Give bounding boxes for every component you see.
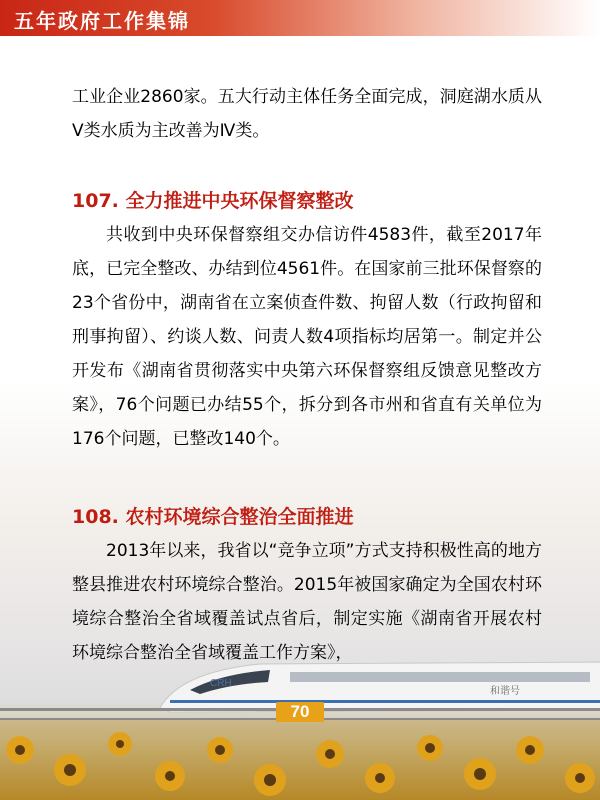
section-108-body: 2013年以来，我省以“竞争立项”方式支持积极性高的地方整县推进农村环境综合整治。2015年被国家确定为全国农村环境综合整治全省域覆盖试点省后，制定实施《湖南省开展农村环境综合整治全省域覆盖工作方案》， [72, 541, 542, 663]
page-number-badge [276, 702, 324, 722]
train-logo: CRH [210, 678, 232, 689]
header-band [0, 0, 600, 36]
section-107-heading: 107. 全力推进中央环保督察整改 [72, 190, 354, 212]
header-title: 五年政府工作集锦 [14, 9, 190, 33]
page-number: 70 [290, 702, 310, 721]
sunflower-field [0, 720, 600, 800]
section-108-heading: 108. 农村环境综合整治全面推进 [72, 506, 354, 528]
section-107-body: 共收到中央环保督察组交办信访件4583件，截至2017年底，已完全整改、办结到位4561件。在国家前三批环保督察的23个省份中，湖南省在立案侦查件数、拘留人数（行政拘留和刑事拘留）、约谈人数、问责人数4项指标均居第一。制定并公开发布《湖南省贯彻落实中央第六环保督察组反馈意见整改方案》，76个问题已办结55个，拆分到各市州和省直有关单位为176个问题，已整改140个。 [72, 225, 542, 449]
intro-paragraph: 工业企业2860家。五大行动主体任务全面完成，洞庭湖水质从Ⅴ类水质为主改善为Ⅳ类。 [72, 87, 542, 141]
train-name: 和谐号 [490, 686, 520, 697]
